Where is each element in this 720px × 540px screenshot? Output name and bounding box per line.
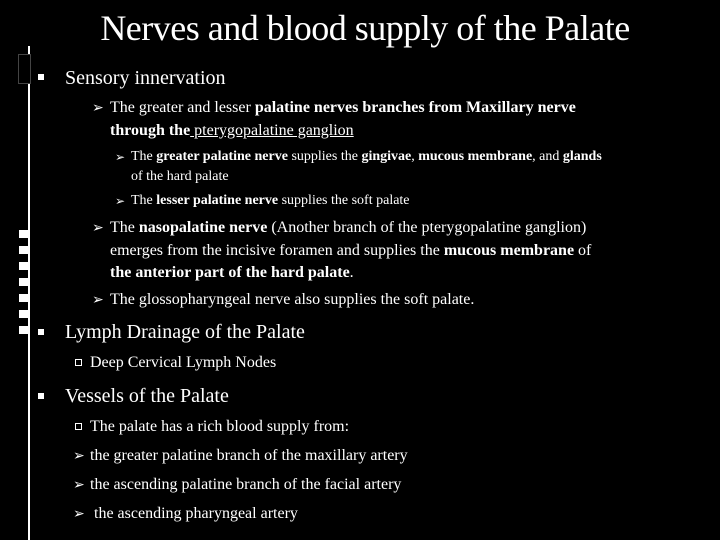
slide-tab-marker xyxy=(18,54,31,84)
paragraph-greater-palatine-cont: of the hard palate xyxy=(131,169,229,184)
arrow-bullet-icon: ➢ xyxy=(73,507,85,522)
arrow-bullet-icon: ➢ xyxy=(92,293,104,308)
vessel-item: the ascending palatine branch of the facial artery xyxy=(90,476,402,493)
paragraph-nasopalatine-cont2: the anterior part of the hard palate. xyxy=(110,264,354,281)
paragraph-lesser-palatine: The lesser palatine nerve supplies the soft palate xyxy=(131,193,410,208)
arrow-bullet-icon: ➢ xyxy=(92,221,104,236)
hollow-square-bullet-icon xyxy=(75,423,82,430)
vessel-item: the ascending pharyngeal artery xyxy=(90,505,298,522)
paragraph-nasopalatine-cont: emerges from the incisive foramen and supplies the mucous membrane of xyxy=(110,242,592,259)
arrow-bullet-icon: ➢ xyxy=(92,101,104,116)
section-heading-vessels: Vessels of the Palate xyxy=(65,385,229,407)
paragraph-greater-palatine: The greater palatine nerve supplies the gingivae, mucous membrane, and glands xyxy=(131,149,602,164)
vessels-intro: The palate has a rich blood supply from: xyxy=(90,418,350,435)
arrow-bullet-icon: ➢ xyxy=(73,449,85,464)
arrow-bullet-icon: ➢ xyxy=(73,478,85,493)
hollow-square-bullet-icon xyxy=(75,359,82,366)
vessel-item: the greater palatine branch of the maxillary artery xyxy=(90,447,408,464)
slide-decor-steps xyxy=(19,230,29,342)
bullet-square-icon xyxy=(38,74,44,80)
paragraph-palatine-nerves-cont: through the pterygopalatine ganglion xyxy=(110,122,354,139)
paragraph-palatine-nerves: The greater and lesser palatine nerves branches from Maxillary nerve xyxy=(110,99,576,116)
section-heading-sensory: Sensory innervation xyxy=(65,67,226,89)
bullet-square-icon xyxy=(38,393,44,399)
arrow-bullet-icon: ➢ xyxy=(115,194,126,208)
arrow-bullet-icon: ➢ xyxy=(115,150,126,164)
section-heading-lymph: Lymph Drainage of the Palate xyxy=(65,321,305,343)
lymph-item: Deep Cervical Lymph Nodes xyxy=(90,354,277,371)
slide-title: Nerves and blood supply of the Palate xyxy=(100,8,630,48)
paragraph-glossopharyngeal: The glossopharyngeal nerve also supplies the soft palate. xyxy=(110,291,475,308)
bullet-square-icon xyxy=(38,329,44,335)
paragraph-nasopalatine: The nasopalatine nerve (Another branch of the pterygopalatine ganglion) xyxy=(110,219,587,236)
